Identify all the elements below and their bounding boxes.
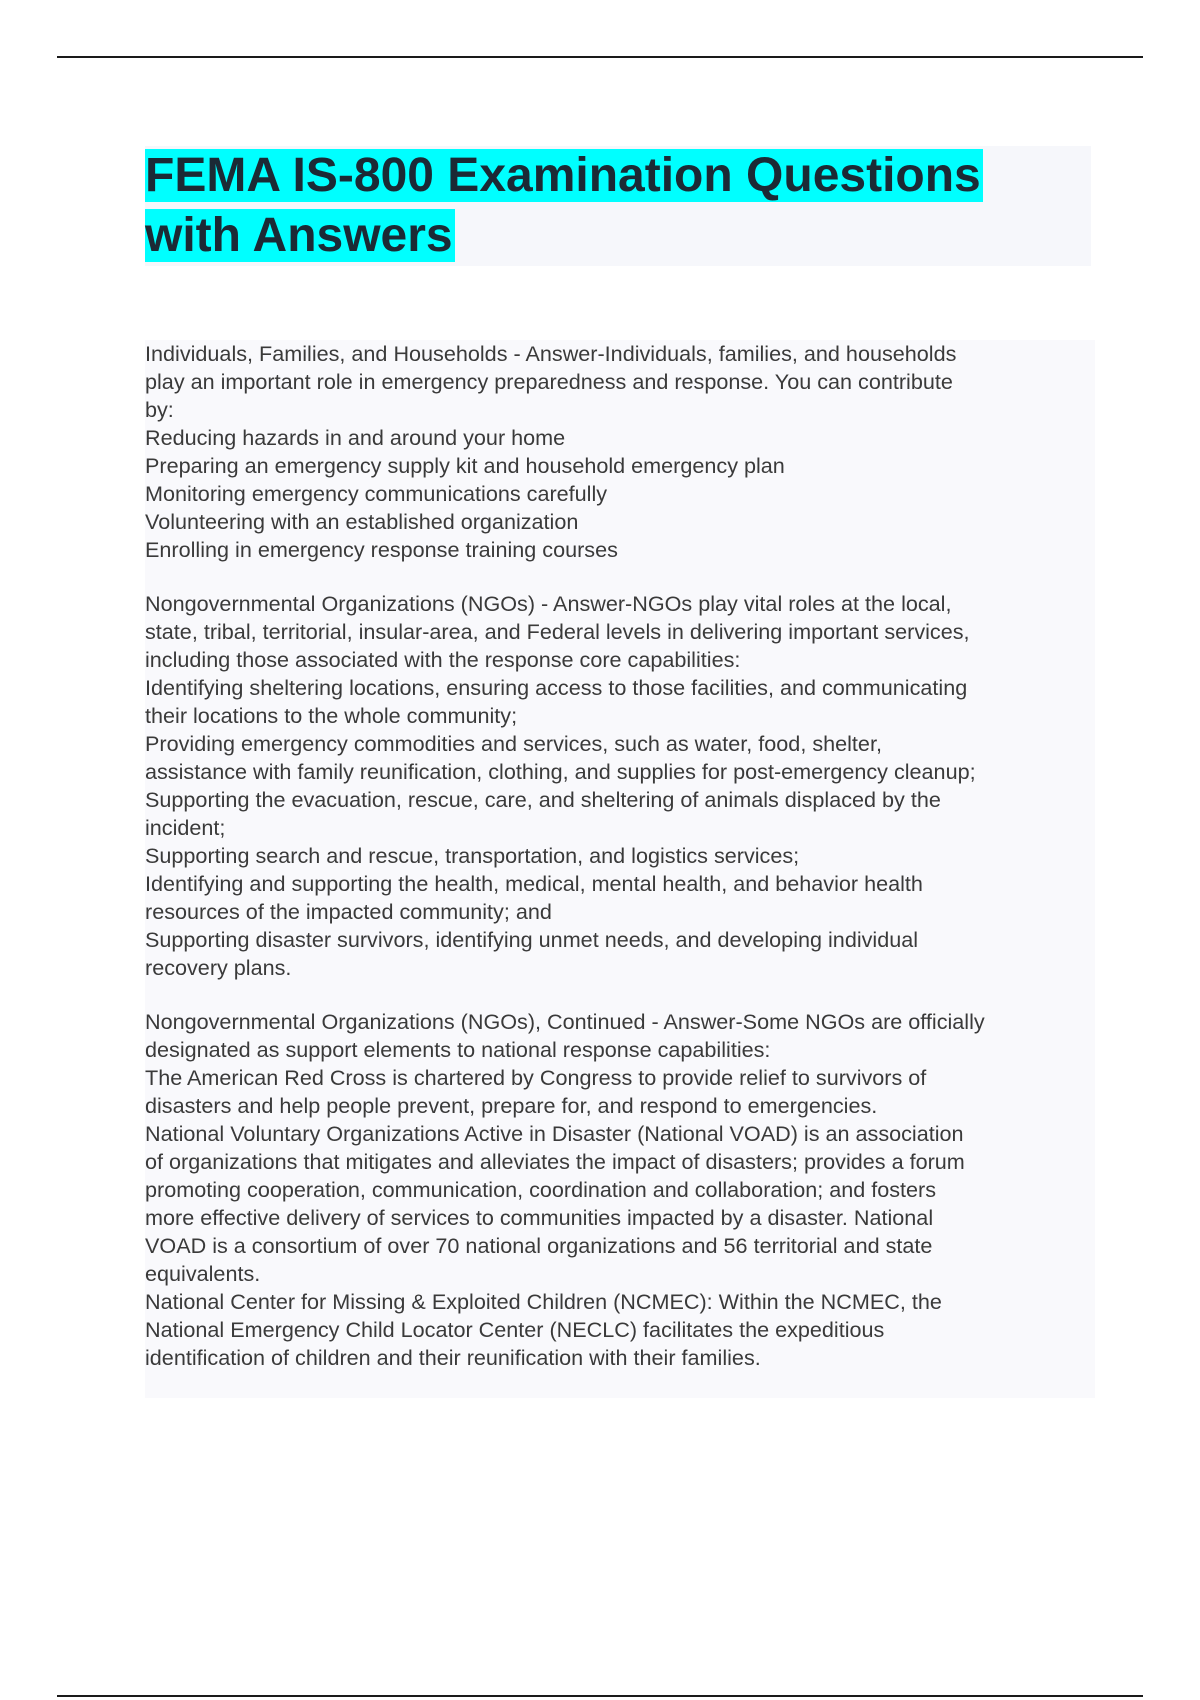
text-line: National Center for Missing & Exploited Children (NCMEC): Within the NCMEC, the	[145, 1289, 942, 1314]
text-line: National Voluntary Organizations Active in Disaster (National VOAD) is an association	[145, 1121, 964, 1146]
text-line: Volunteering with an established organization	[145, 509, 579, 534]
text-line: of organizations that mitigates and alleviates the impact of disasters; provides a forum	[145, 1149, 965, 1174]
title-line-2: with Answers	[145, 209, 453, 262]
qa-entry-ngos-continued	[145, 1008, 1095, 1372]
text-line: Enrolling in emergency response training courses	[145, 537, 618, 562]
text-line: equivalents.	[145, 1261, 261, 1286]
bottom-rule	[57, 1695, 1143, 1697]
text-line: assistance with family reunification, clothing, and supplies for post-emergency cleanup;	[145, 759, 976, 784]
text-line: more effective delivery of services to communities impacted by a disaster. National	[145, 1205, 934, 1230]
text-line: Identifying and supporting the health, medical, mental health, and behavior health	[145, 871, 923, 896]
text-line: including those associated with the response core capabilities:	[145, 647, 741, 672]
text-line: designated as support elements to national response capabilities:	[145, 1037, 771, 1062]
text-line: disasters and help people prevent, prepare for, and respond to emergencies.	[145, 1093, 878, 1118]
title-block	[145, 146, 1091, 266]
title-line-1: FEMA IS-800 Examination Questions	[145, 149, 981, 202]
text-line: Preparing an emergency supply kit and household emergency plan	[145, 453, 785, 478]
text-line: National Emergency Child Locator Center (NECLC) facilitates the expeditious	[145, 1317, 885, 1342]
text-line: recovery plans.	[145, 955, 292, 980]
text-line: state, tribal, territorial, insular-area, and Federal levels in delivering important services,	[145, 619, 970, 644]
qa-entry-individuals	[145, 340, 1095, 564]
text-line: Individuals, Families, and Households - Answer-Individuals, families, and households	[145, 341, 957, 366]
text-line: promoting cooperation, communication, coordination and collaboration; and fosters	[145, 1177, 937, 1202]
text-line: Nongovernmental Organizations (NGOs) - Answer-NGOs play vital roles at the local,	[145, 591, 952, 616]
text-line: identification of children and their reunification with their families.	[145, 1345, 761, 1370]
text-line: play an important role in emergency preparedness and response. You can contribute	[145, 369, 953, 394]
text-line: Monitoring emergency communications carefully	[145, 481, 608, 506]
text-line: Supporting search and rescue, transportation, and logistics services;	[145, 843, 800, 868]
text-line: resources of the impacted community; and	[145, 899, 552, 924]
text-line: Nongovernmental Organizations (NGOs), Continued - Answer-Some NGOs are officially	[145, 1009, 985, 1034]
text-line: Providing emergency commodities and services, such as water, food, shelter,	[145, 731, 882, 756]
top-rule	[57, 56, 1143, 58]
document-title	[145, 146, 1091, 266]
text-line: their locations to the whole community;	[145, 703, 518, 728]
qa-entry-ngos	[145, 590, 1095, 982]
text-line: Supporting disaster survivors, identifying unmet needs, and developing individual	[145, 927, 919, 952]
text-line: VOAD is a consortium of over 70 national organizations and 56 territorial and state	[145, 1233, 933, 1258]
text-line: Supporting the evacuation, rescue, care, and sheltering of animals displaced by the	[145, 787, 941, 812]
text-line: by:	[145, 397, 174, 422]
document-body	[145, 340, 1095, 1398]
text-line: Identifying sheltering locations, ensuring access to those facilities, and communicating	[145, 675, 968, 700]
text-line: incident;	[145, 815, 226, 840]
text-line: Reducing hazards in and around your home	[145, 425, 566, 450]
text-line: The American Red Cross is chartered by Congress to provide relief to survivors of	[145, 1065, 927, 1090]
